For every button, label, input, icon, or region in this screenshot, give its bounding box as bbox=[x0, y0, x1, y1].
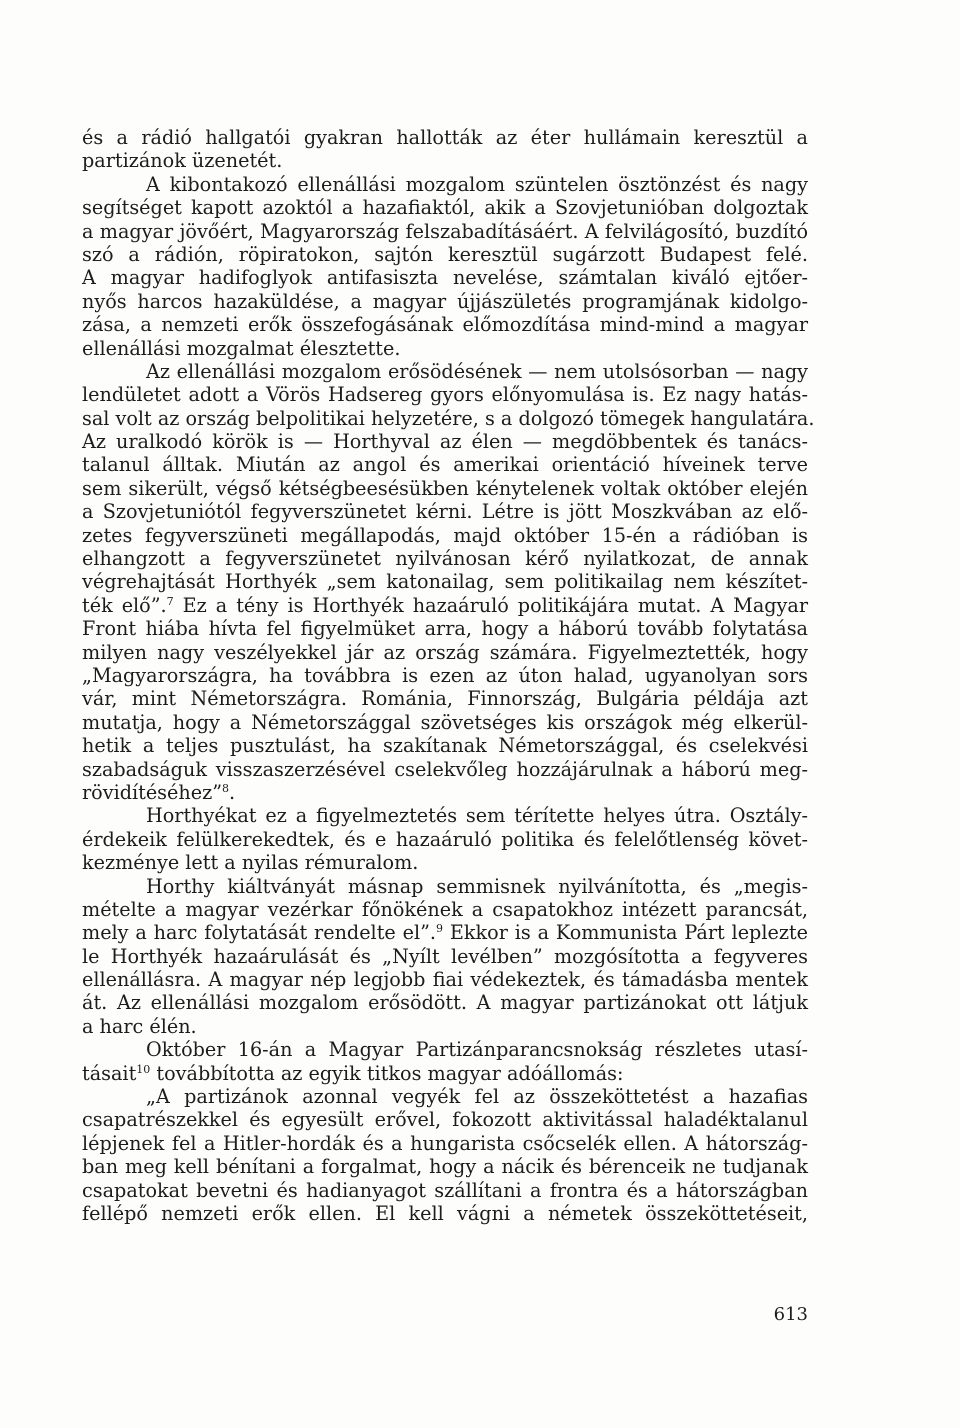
line-text: Október 16-án a Magyar Partizánparancsnokság részletes utasí- bbox=[146, 1038, 808, 1062]
line-text: mely a harc folytatását rendelte el”. bbox=[82, 921, 437, 945]
text-line bbox=[82, 1062, 808, 1085]
text-line bbox=[82, 851, 808, 874]
text-line bbox=[82, 1155, 808, 1178]
line-text-continued: Ez a tény is Horthyék hazaáruló politikájára mutat. A Magyar bbox=[173, 593, 809, 617]
text-line bbox=[82, 641, 808, 664]
line-text: segítséget kapott azoktól a hazafiaktól, akik a Szovjetunióban dolgoztak bbox=[82, 196, 808, 220]
line-text-continued: továbbította az egyik titkos magyar adóállomás: bbox=[150, 1061, 624, 1085]
line-text: tásait bbox=[82, 1061, 137, 1085]
line-text: érdekeik felülkerekedtek, és e hazaáruló politika és felelőtlenség követ- bbox=[82, 827, 808, 851]
text-line bbox=[82, 664, 808, 687]
text-line bbox=[82, 781, 808, 804]
text-line bbox=[82, 570, 808, 593]
text-line bbox=[82, 524, 808, 547]
text-line bbox=[82, 828, 808, 851]
line-text: mutatja, hogy a Németországgal szövetséges kis országok még elkerül- bbox=[82, 710, 808, 734]
body-text bbox=[82, 126, 815, 1225]
text-line bbox=[82, 266, 808, 289]
line-text: a Szovjetuniótól fegyverszünetet kérni. Létre is jött Moszkvában az elő- bbox=[82, 500, 808, 524]
line-text: hetik a teljes pusztulást, ha szakítanak Németországgal, és cselekvési bbox=[82, 734, 808, 758]
line-text: A kibontakozó ellenállási mozgalom szüntelen ösztönzést és nagy bbox=[146, 172, 808, 196]
text-line bbox=[82, 477, 808, 500]
line-text: sal volt az ország belpolitikai helyzetére, s a dolgozó tömegek hangulatára. bbox=[82, 406, 815, 430]
footnote-marker: 8 bbox=[222, 781, 230, 795]
text-line bbox=[82, 290, 808, 313]
text-line bbox=[82, 220, 808, 243]
text-line bbox=[82, 875, 808, 898]
text-line bbox=[82, 383, 808, 406]
text-line bbox=[82, 758, 808, 781]
line-text: lépjenek fel a Hitler-hordák és a hungarista csőcselék ellen. A hátország- bbox=[82, 1131, 808, 1155]
line-text: Az ellenállási mozgalom erősödésének — nem utolsósorban — nagy bbox=[146, 359, 808, 383]
line-text: sem sikerült, végső kétségbeesésükben kénytelenek voltak október elején bbox=[82, 476, 808, 500]
line-text: kezménye lett a nyilas rémuralom. bbox=[82, 851, 419, 875]
text-line bbox=[82, 1108, 808, 1131]
line-text: csapatrészekkel és egyesült erővel, fokozott aktivitással haladéktalanul bbox=[82, 1108, 808, 1132]
text-line bbox=[82, 711, 808, 734]
line-text: Front hiába hívta fel figyelmüket arra, hogy a háború tovább folytatása bbox=[82, 617, 808, 641]
text-line bbox=[82, 968, 808, 991]
line-text: és a rádió hallgatói gyakran hallották az éter hullámain keresztül a bbox=[82, 126, 808, 149]
text-line bbox=[82, 313, 808, 336]
text-line bbox=[82, 617, 808, 640]
line-text: zetes fegyverszüneti megállapodás, majd október 15-én a rádióban is bbox=[82, 523, 808, 547]
line-text: ellenállási mozgalmat élesztette. bbox=[82, 336, 401, 360]
line-text: a harc élén. bbox=[82, 1014, 197, 1038]
line-text: nyős harcos hazaküldése, a magyar újjászületés programjának kidolgo- bbox=[82, 289, 808, 313]
line-text: ban meg kell bénítani a forgalmat, hogy a nácik és bérenceik ne tudjanak bbox=[82, 1155, 808, 1179]
text-line bbox=[82, 196, 808, 219]
text-line bbox=[82, 1179, 808, 1202]
line-text: A magyar hadifoglyok antifasiszta nevelése, számtalan kiváló ejtőer- bbox=[82, 266, 808, 290]
line-text: Az uralkodó körök is — Horthyval az élen — megdöbbentek és tanács- bbox=[82, 430, 808, 454]
line-text-continued: Ekkor is a Kommunista Párt leplezte bbox=[443, 921, 809, 945]
text-line bbox=[82, 243, 808, 266]
line-text: rövidítéséhez” bbox=[82, 780, 223, 804]
text-line bbox=[82, 1085, 808, 1108]
text-line bbox=[82, 687, 808, 710]
line-text: vár, mint Németországra. Románia, Finnország, Bulgária példája azt bbox=[82, 687, 808, 711]
text-line bbox=[82, 1015, 808, 1038]
page-number: 613 bbox=[773, 1304, 808, 1325]
text-line bbox=[82, 1132, 808, 1155]
line-text: végrehajtását Horthyék „sem katonailag, sem politikailag nem készítet- bbox=[82, 570, 808, 594]
text-line bbox=[82, 406, 815, 430]
line-text: „Magyarországra, ha továbbra is ezen az úton halad, ugyanolyan sors bbox=[82, 663, 808, 687]
footnote-marker: 9 bbox=[436, 922, 444, 936]
text-line bbox=[82, 898, 808, 921]
text-line bbox=[82, 360, 808, 383]
text-line bbox=[82, 337, 808, 360]
line-text: partizánok üzenetét. bbox=[82, 149, 283, 173]
footnote-marker: 10 bbox=[136, 1062, 151, 1076]
text-line bbox=[82, 453, 808, 476]
text-line bbox=[82, 921, 808, 944]
text-line bbox=[82, 804, 808, 827]
line-text: a magyar jövőért, Magyarország felszabadításáért. A felvilágosító, buzdító bbox=[82, 219, 808, 243]
line-text: szabadságuk visszaszerzésével cselekvőleg hozzájárulnak a háború meg- bbox=[82, 757, 808, 781]
text-line bbox=[82, 734, 808, 757]
line-text-continued: . bbox=[229, 780, 236, 804]
line-text: lendületet adott a Vörös Hadsereg gyors előnyomulása is. Ez nagy hatás- bbox=[82, 383, 808, 407]
line-text: mételte a magyar vezérkar főnökének a csapatokhoz intézett parancsát, bbox=[82, 897, 808, 921]
line-text: le Horthyék hazaárulását és „Nyílt levélben” mozgósította a fegyveres bbox=[82, 944, 808, 968]
line-text: Horthy kiáltványát másnap semmisnek nyilvánította, és „megis- bbox=[146, 874, 808, 898]
line-text: át. Az ellenállási mozgalom erősödött. A magyar partizánokat ott látjuk bbox=[82, 991, 808, 1015]
line-text: talanul álltak. Miután az angol és amerikai orientáció híveinek terve bbox=[82, 453, 808, 477]
footnote-marker: 7 bbox=[166, 594, 174, 608]
text-line bbox=[82, 945, 808, 968]
text-line bbox=[82, 1038, 808, 1061]
text-line bbox=[82, 173, 808, 196]
line-text: ellenállásra. A magyar nép legjobb fiai védekeztek, és támadásba mentek bbox=[82, 968, 808, 992]
text-line bbox=[82, 149, 808, 172]
text-line bbox=[82, 126, 808, 149]
text-line bbox=[82, 500, 808, 523]
line-text: milyen nagy veszélyekkel jár az ország számára. Figyelmeztették, hogy bbox=[82, 640, 808, 664]
line-text: zása, a nemzeti erők összefogásának előmozdítása mind-mind a magyar bbox=[82, 313, 808, 337]
line-text: „A partizánok azonnal vegyék fel az összeköttetést a hazafias bbox=[146, 1085, 808, 1109]
line-text: ték elő”. bbox=[82, 593, 167, 617]
text-line bbox=[82, 547, 808, 570]
text-line bbox=[82, 991, 808, 1014]
text-line bbox=[82, 594, 808, 617]
text-line bbox=[82, 1202, 808, 1225]
text-line bbox=[82, 430, 808, 453]
line-text: elhangzott a fegyverszünetet nyilvánosan kérő nyilatkozat, de annak bbox=[82, 547, 808, 571]
line-text: szó a rádión, röpiratokon, sajtón keresztül sugárzott Budapest felé. bbox=[82, 242, 808, 266]
line-text: Horthyékat ez a figyelmeztetés sem térítette helyes útra. Osztály- bbox=[146, 804, 808, 828]
line-text: fellépő nemzeti erők ellen. El kell vágni a németek összeköttetéseit, bbox=[82, 1201, 808, 1225]
line-text: csapatokat bevetni és hadianyagot szállítani a frontra és a hátországban bbox=[82, 1178, 808, 1202]
